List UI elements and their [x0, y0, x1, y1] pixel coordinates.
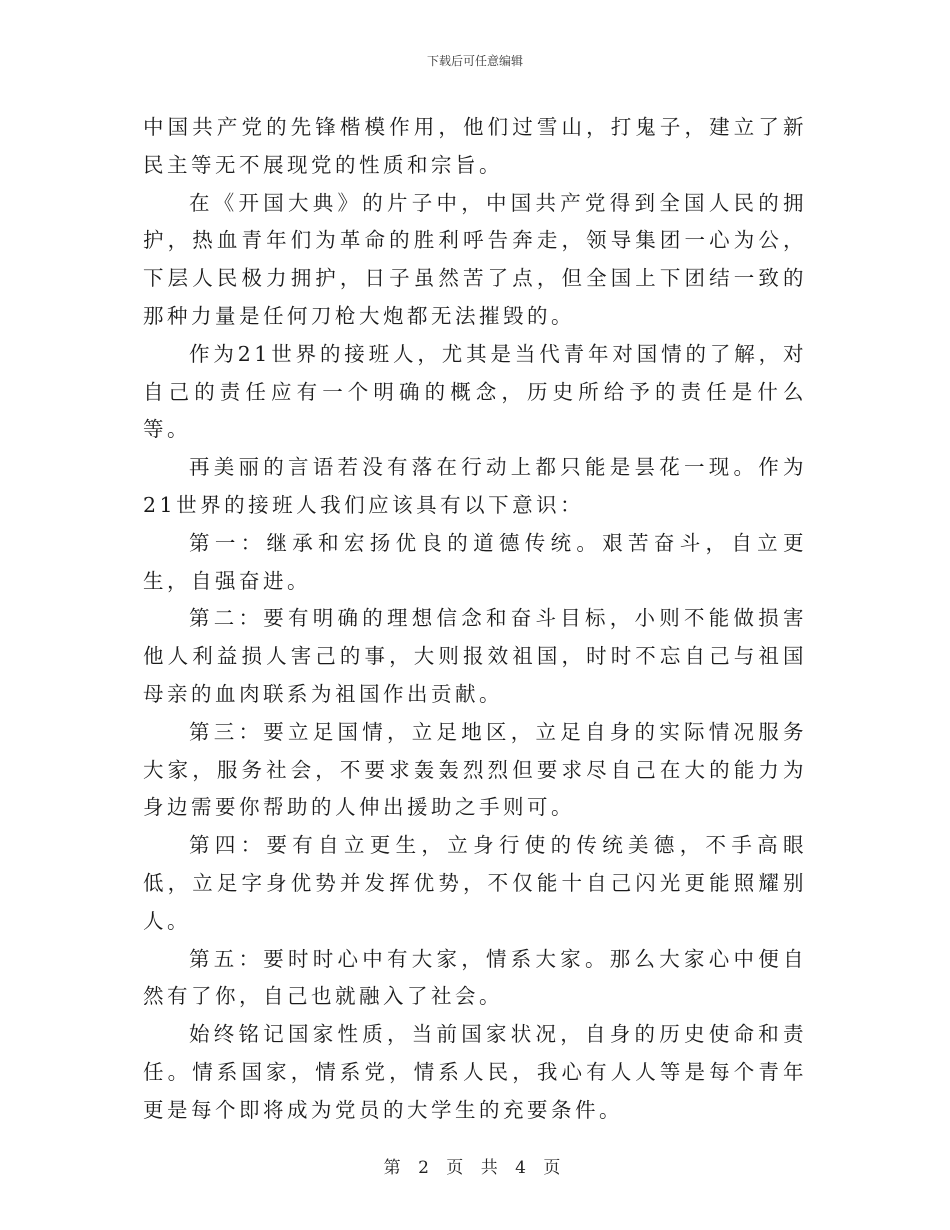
- paragraph-1: 中国共产党的先锋楷模作用，他们过雪山，打鬼子，建立了新民主等无不展现党的性质和宗旨。: [143, 115, 807, 177]
- paragraph-7: 第三：要立足国情，立足地区，立足自身的实际情况服务大家，服务社会，不要求轰轰烈烈但要求尽自己在大的能力为身边需要你帮助的人伸出援助之手则可。: [143, 719, 807, 820]
- paragraph-4: 再美丽的言语若没有落在行动上都只能是昙花一现。作为21世界的接班人我们应该具有以下意识：: [143, 455, 807, 517]
- paragraph-2: 在《开国大典》的片子中，中国共产党得到全国人民的拥护，热血青年们为革命的胜利呼告奔走，领导集团一心为公，下层人民极力拥护，日子虽然苦了点，但全国上下团结一致的那种力量是任何刀枪大炮都无法摧毁的。: [143, 190, 807, 328]
- paragraph-8: 第四：要有自立更生，立身行使的传统美德，不手高眼低，立足字身优势并发挥优势，不仅能十自己闪光更能照耀别人。: [143, 833, 807, 933]
- document-body: [143, 109, 807, 1130]
- paragraph-3: 作为21世界的接班人，尤其是当代青年对国情的了解，对自己的责任应有一个明确的概念，历史所给予的责任是什么等。: [143, 341, 807, 442]
- paragraph-10: 始终铭记国家性质，当前国家状况，自身的历史使命和责任。情系国家，情系党，情系人民，我心有人人等是每个青年更是每个即将成为党员的大学生的充要条件。: [143, 1022, 807, 1122]
- page-header: 下载后可任意编辑: [426, 54, 523, 68]
- page-number: 第 2 页 共 4 页: [383, 1158, 567, 1178]
- paragraph-6: 第二：要有明确的理想信念和奋斗目标，小则不能做损害他人利益损人害己的事，大则报效祖国，时时不忘自己与祖国母亲的血肉联系为祖国作出贡献。: [143, 606, 807, 706]
- paragraph-9: 第五：要时时心中有大家，情系大家。那么大家心中便自然有了你，自己也就融入了社会。: [143, 946, 807, 1009]
- paragraph-5: 第一：继承和宏扬优良的道德传统。艰苦奋斗，自立更生，自强奋进。: [143, 530, 807, 593]
